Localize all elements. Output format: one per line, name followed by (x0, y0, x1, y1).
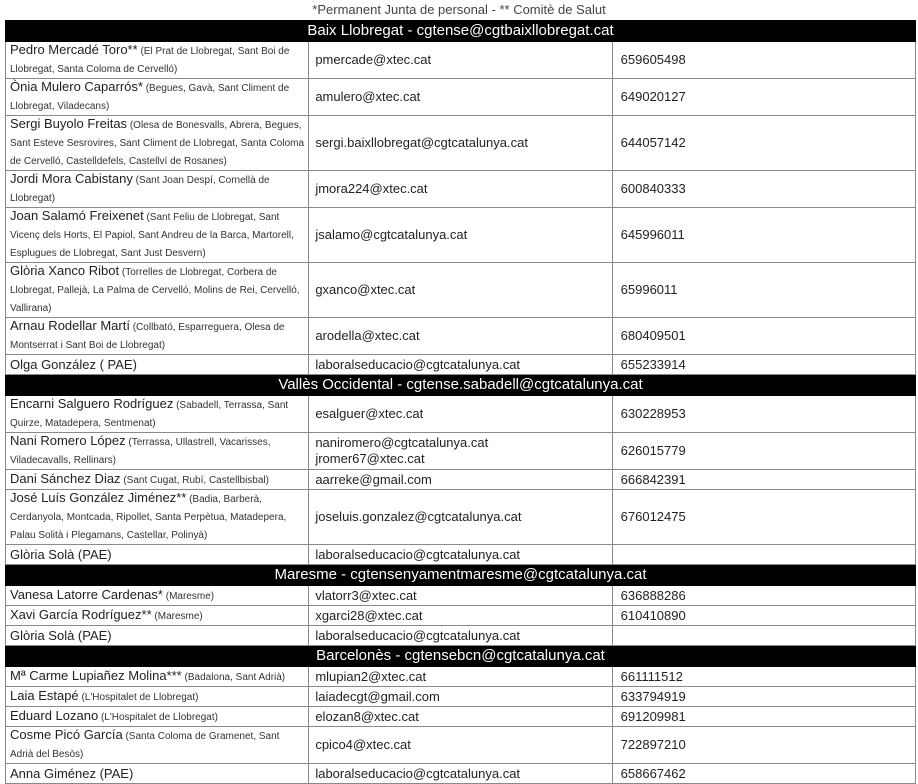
section-title: Baix Llobregat - cgtense@cgtbaixllobregat.cat (6, 21, 916, 42)
contact-cell (6, 318, 309, 355)
contact-cell (6, 208, 309, 263)
email-link[interactable]: jromer67@xtec.cat (315, 451, 425, 466)
email-link[interactable]: mlupian2@xtec.cat (315, 668, 427, 684)
contact-name: Sergi Buyolo Freitas (10, 116, 128, 131)
contact-area: (Maresme) (151, 610, 203, 622)
table-row (6, 79, 916, 116)
table-row (6, 208, 916, 263)
phone-number: 636888286 (620, 587, 686, 603)
section-header (6, 646, 916, 667)
contact-area: (Santa Coloma de Gramenet, Sant Adrià del Besòs) (10, 731, 280, 760)
email-link[interactable]: amulero@xtec.cat (315, 89, 421, 104)
email-cell (309, 545, 612, 565)
table-row (6, 171, 916, 208)
email-cell (309, 355, 612, 375)
table-row (6, 396, 916, 433)
phone-cell (612, 586, 915, 606)
email-link[interactable]: laboralseducacio@cgtcatalunya.cat (315, 765, 521, 781)
email-cell (309, 707, 612, 727)
contacts-table (5, 20, 916, 784)
table-row (6, 667, 916, 687)
email-cell (309, 396, 612, 433)
contact-area: (Terrassa, Ullastrell, Vacarisses, Viladecavalls, Rellinars) (10, 437, 271, 466)
phone-number: 649020127 (620, 89, 686, 104)
phone-cell (612, 79, 915, 116)
phone-number: 722897210 (620, 737, 686, 752)
contact-area: (Collbató, Esparreguera, Olesa de Montserrat i Sant Boi de Llobregat) (10, 322, 285, 351)
email-cell (309, 208, 612, 263)
contact-cell (6, 667, 309, 687)
legend-note: *Permanent Junta de personal - ** Comitè de Salut (312, 2, 606, 17)
phone-cell (612, 764, 915, 784)
section-title: Maresme - cgtensenyamentmaresme@cgtcatalunya.cat (6, 565, 916, 586)
email-link[interactable]: laboralseducacio@cgtcatalunya.cat (315, 627, 521, 643)
phone-cell (612, 171, 915, 208)
email-cell (309, 433, 612, 470)
email-link[interactable]: vlatorr3@xtec.cat (315, 587, 417, 603)
contact-name: Glòria Xanco Ribot (10, 263, 120, 278)
email-link[interactable]: laboralseducacio@cgtcatalunya.cat (315, 356, 521, 372)
contact-cell (6, 396, 309, 433)
phone-number: 680409501 (620, 328, 686, 343)
phone-cell (612, 116, 915, 171)
phone-cell (612, 545, 915, 565)
contact-cell (6, 727, 309, 764)
contact-name: Encarni Salguero Rodríguez (10, 396, 174, 411)
phone-number: 644057142 (620, 135, 686, 150)
table-row (6, 606, 916, 626)
phone-number: 658667462 (620, 765, 686, 781)
email-cell (309, 490, 612, 545)
section-header (6, 565, 916, 586)
contact-name: Mª Carme Lupiañez Molina*** (10, 667, 182, 683)
contact-name: Cosme Picó García (10, 727, 123, 742)
email-link[interactable]: xgarci28@xtec.cat (315, 607, 423, 623)
contact-name: Glòria Solà (PAE) (10, 546, 112, 562)
contact-name: Glòria Solà (PAE) (10, 627, 112, 643)
phone-number: 600840333 (620, 181, 686, 196)
contact-cell (6, 687, 309, 707)
email-link[interactable]: arodella@xtec.cat (315, 328, 420, 343)
contact-area: (L'Hospitalet de Llobregat) (98, 711, 218, 723)
email-cell (309, 263, 612, 318)
contact-area: (Begues, Gavà, Sant Climent de Llobregat, Viladecans) (10, 83, 290, 112)
email-cell (309, 470, 612, 490)
contact-area: (Olesa de Bonesvalls, Abrera, Begues, Sant Esteve Sesrovires, Sant Climent de Llobregat, Santa Coloma de Cervelló, Castelldefels, Castellví de Rosanes) (10, 120, 305, 167)
phone-cell (612, 355, 915, 375)
phone-number: 659605498 (620, 52, 686, 67)
phone-cell (612, 208, 915, 263)
email-cell (309, 687, 612, 707)
email-link[interactable]: jmora224@xtec.cat (315, 181, 428, 196)
phone-cell (612, 727, 915, 764)
contact-name: Laia Estapé (10, 687, 79, 703)
phone-number: 645996011 (620, 227, 685, 242)
phone-number: 626015779 (620, 443, 686, 458)
email-link[interactable]: laiadecgt@gmail.com (315, 688, 440, 704)
contact-name: Arnau Rodellar Martí (10, 318, 130, 333)
contact-name: José Luís González Jiménez** (10, 490, 187, 505)
email-link[interactable]: jsalamo@cgtcatalunya.cat (315, 227, 468, 242)
table-row (6, 470, 916, 490)
section-title: Vallès Occidental - cgtense.sabadell@cgtcatalunya.cat (6, 375, 916, 396)
phone-cell (612, 707, 915, 727)
email-cell (309, 764, 612, 784)
phone-cell (612, 396, 915, 433)
phone-number: 661111512 (620, 668, 683, 684)
email-cell (309, 667, 612, 687)
phone-cell (612, 263, 915, 318)
email-cell (309, 318, 612, 355)
phone-number: 655233914 (620, 356, 686, 372)
contact-area: (Sant Feliu de Llobregat, Sant Vicenç dels Horts, El Papiol, Sant Andreu de la Barca, Martorell, Esplugues de Llobregat, Sant Just Desvern) (10, 212, 294, 259)
contact-area: (Badia, Barberà, Cerdanyola, Montcada, Ripollet, Santa Perpètua, Matadepera, Palau Solità i Plegamans, Castellar, Polinyà) (10, 494, 287, 541)
email-cell (309, 586, 612, 606)
contact-cell (6, 626, 309, 646)
contact-area: (L'Hospitalet de Llobregat) (78, 691, 199, 703)
contact-name: Vanesa Latorre Cardenas* (10, 586, 163, 602)
contact-name: Nani Romero López (10, 433, 126, 448)
contact-name: Dani Sánchez Diaz (10, 470, 121, 486)
contact-cell (6, 707, 309, 727)
table-row (6, 687, 916, 707)
phone-number: 610410890 (620, 607, 686, 623)
contact-name: Eduard Lozano (10, 707, 99, 723)
phone-number: 691209981 (620, 708, 686, 724)
phone-cell (612, 470, 915, 490)
email-link[interactable]: elozan8@xtec.cat (315, 708, 419, 724)
contact-cell (6, 470, 309, 490)
email-link[interactable]: laboralseducacio@cgtcatalunya.cat (315, 546, 521, 562)
email-cell (309, 42, 612, 79)
contact-cell (6, 79, 309, 116)
table-row (6, 764, 916, 784)
phone-cell (612, 42, 915, 79)
table-row (6, 626, 916, 646)
contact-cell (6, 764, 309, 784)
phone-cell (612, 626, 915, 646)
table-row (6, 263, 916, 318)
section-header (6, 375, 916, 396)
contact-cell (6, 42, 309, 79)
phone-cell (612, 687, 915, 707)
email-cell (309, 727, 612, 764)
email-cell (309, 606, 612, 626)
contact-area: (Sant Joan Despí, Cornellà de Llobregat) (10, 175, 270, 204)
phone-cell (612, 490, 915, 545)
table-row (6, 545, 916, 565)
email-link[interactable]: joseluis.gonzalez@cgtcatalunya.cat (315, 509, 522, 524)
phone-cell (612, 318, 915, 355)
email-cell (309, 79, 612, 116)
contact-area: (Sabadell, Terrassa, Sant Quirze, Matadepera, Sentmenat) (10, 400, 289, 429)
contact-area: (Sant Cugat, Rubí, Castellbisbal) (120, 474, 269, 486)
phone-cell (612, 606, 915, 626)
email-link[interactable]: sergi.baixllobregat@cgtcatalunya.cat (315, 135, 528, 150)
contact-cell (6, 116, 309, 171)
email-link[interactable]: naniromero@cgtcatalunya.cat (315, 435, 489, 450)
section-title: Barcelonès - cgtensebcn@cgtcatalunya.cat (6, 646, 916, 667)
contact-area: (Badalona, Sant Adrià) (181, 671, 286, 683)
contact-name: Olga González ( PAE) (10, 356, 137, 372)
table-row (6, 707, 916, 727)
table-row (6, 355, 916, 375)
contact-cell (6, 545, 309, 565)
email-link[interactable]: esalguer@xtec.cat (315, 406, 424, 421)
contact-name: Jordi Mora Cabistany (10, 171, 133, 186)
table-row (6, 116, 916, 171)
contact-cell (6, 490, 309, 545)
email-link[interactable]: gxanco@xtec.cat (315, 282, 416, 297)
table-row (6, 586, 916, 606)
contact-cell (6, 586, 309, 606)
email-cell (309, 116, 612, 171)
contact-cell (6, 433, 309, 470)
table-row (6, 727, 916, 764)
contact-name: Xavi García Rodríguez** (10, 606, 152, 622)
contact-area: (Torrelles de Llobregat, Corbera de Llobregat, Pallejà, La Palma de Cervelló, Molins de Rei, Cervelló, Vallirana) (10, 267, 300, 314)
email-cell (309, 171, 612, 208)
contact-name: Anna Giménez (PAE) (10, 765, 134, 781)
table-row (6, 490, 916, 545)
contact-area: (El Prat de Llobregat, Sant Boi de Llobregat, Santa Coloma de Cervelló) (10, 46, 290, 75)
contact-cell (6, 171, 309, 208)
email-link[interactable]: cpico4@xtec.cat (315, 737, 411, 752)
phone-number: 633794919 (620, 688, 686, 704)
phone-number: 630228953 (620, 406, 686, 421)
email-cell (309, 626, 612, 646)
phone-number: 65996011 (620, 282, 678, 297)
table-row (6, 42, 916, 79)
table-row (6, 433, 916, 470)
contact-cell (6, 355, 309, 375)
contact-name: Joan Salamó Freixenet (10, 208, 144, 223)
section-header (6, 21, 916, 42)
contact-name: Ònia Mulero Caparrós* (10, 79, 143, 94)
phone-number: 666842391 (620, 471, 686, 487)
phone-cell (612, 433, 915, 470)
contact-cell (6, 263, 309, 318)
contact-area: (Maresme) (162, 590, 215, 602)
phone-number: 676012475 (620, 509, 686, 524)
email-link[interactable]: pmercade@xtec.cat (315, 52, 432, 67)
contact-cell (6, 606, 309, 626)
email-link[interactable]: aarreke@gmail.com (315, 471, 432, 487)
phone-cell (612, 667, 915, 687)
table-row (6, 318, 916, 355)
contact-name: Pedro Mercadé Toro** (10, 42, 138, 57)
